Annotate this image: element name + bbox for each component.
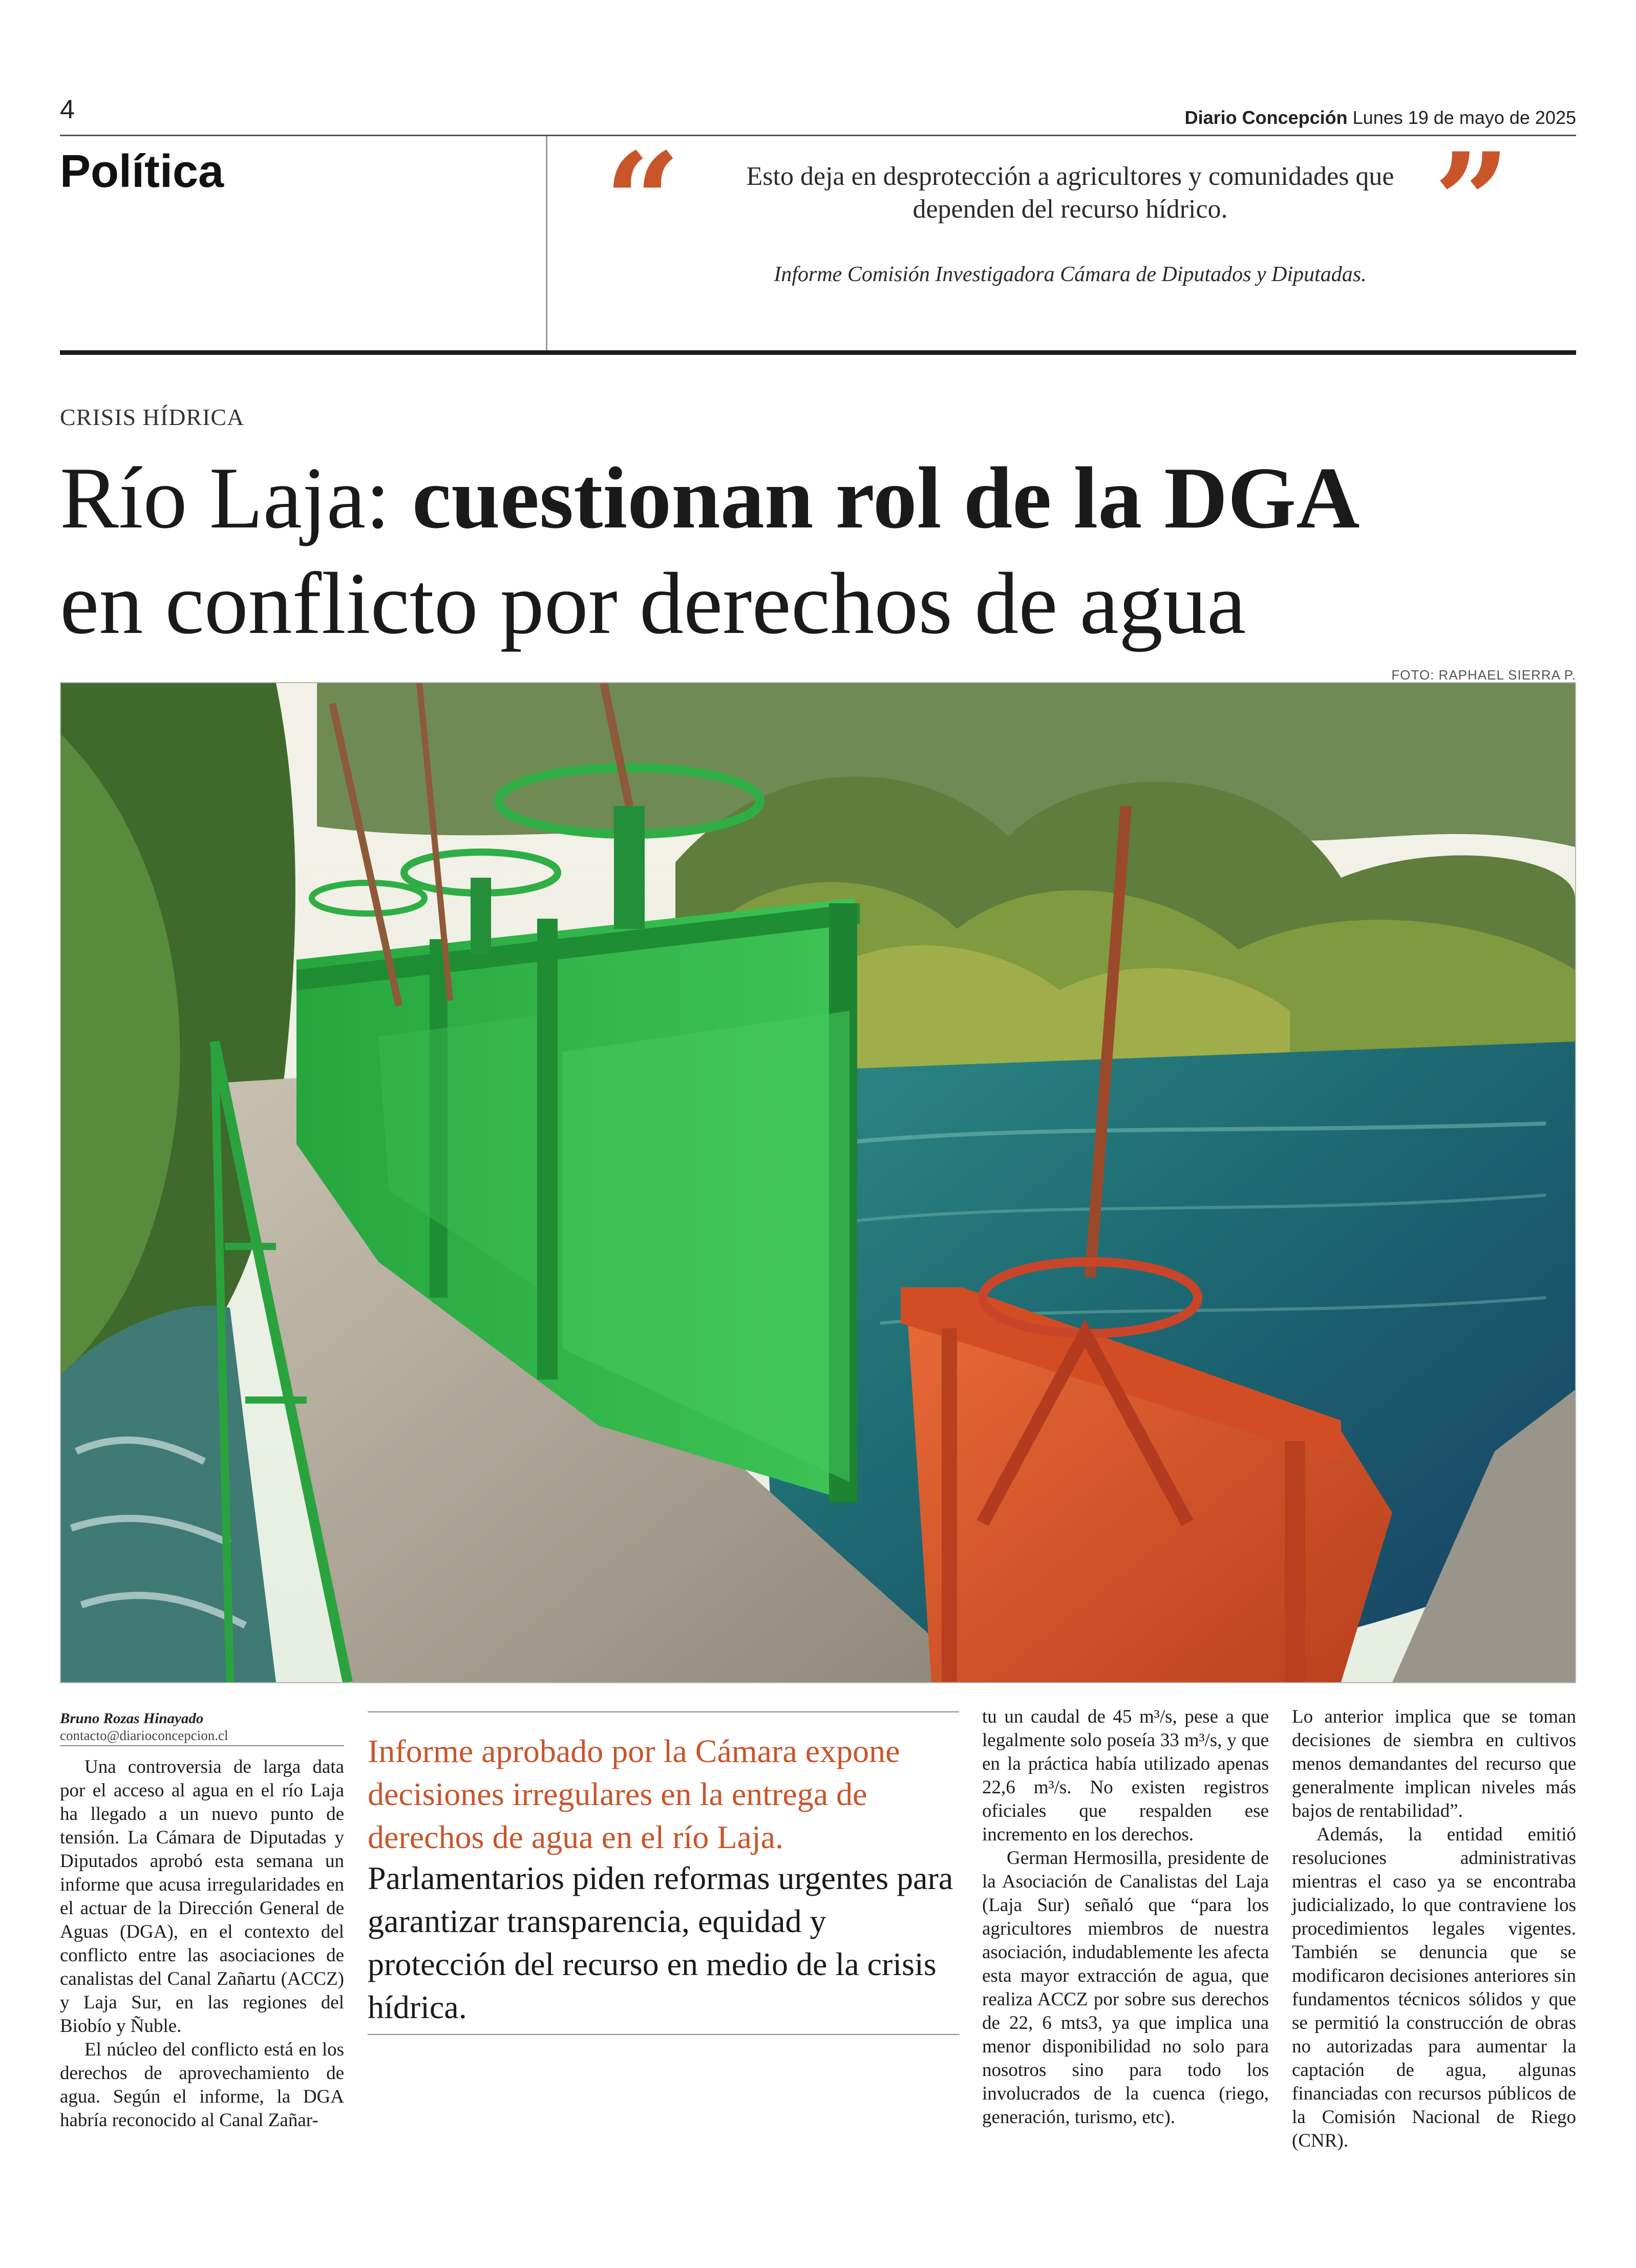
deck-highlight: Informe aprobado por la Cámara expone decisiones irregulares en la entrega de derechos de agua en el río Laja. xyxy=(368,1733,900,1855)
close-quote-icon: ” xyxy=(1434,124,1511,280)
open-quote-icon: “ xyxy=(604,124,681,280)
kicker: CRISIS HÍDRICA xyxy=(60,404,245,430)
header-rule xyxy=(60,135,1576,136)
deck-body: Parlamentarios piden reformas urgentes para garantizar transparencia, equidad y protección del recurso en medio de la crisis hídrica. xyxy=(368,1860,953,2025)
body-column-4 xyxy=(1292,1705,1576,2153)
page-number: 4 xyxy=(60,95,75,124)
headline-line-2: en conflicto por derechos de agua xyxy=(60,555,1246,652)
body-paragraph: Una controversia de larga data por el acceso al agua en el río Laja ha llegado a un nuevo punto de tensión. La Cámara de Diputadas y Diputados aprobó esta semana un informe que acusa irregularidades en el actuar de la Dirección General de Aguas (DGA), en el contexto del conflicto entre las asociaciones de canalistas del Canal Zañartu (ACCZ) y Laja Sur, en las regiones del Biobío y Ñuble. xyxy=(60,1756,344,2037)
deck-rule xyxy=(368,1711,959,1712)
body-paragraph: Además, la entidad emitió resoluciones administrativas mientras el caso ya se encontraba judicializado, lo que contraviene los procedimientos legales vigentes. También se denuncia que se modificaron decisiones anteriores sin fundamentos técnicos sólidos y que se permitió la construcción de obras no autorizadas para aumentar la captación de agua, algunas financiadas con recursos públicos de la Comisión Nacional de Riego (CNR). xyxy=(1292,1824,1576,2151)
body-paragraph: Lo anterior implica que se toman decisiones de siembra en cultivos menos demandantes del recurso que generalmente implican niveles más bajos de rentabilidad”. xyxy=(1292,1706,1576,1821)
headline xyxy=(60,446,1576,656)
pull-quote-source: Informe Comisión Investigadora Cámara de Diputados y Diputadas. xyxy=(774,263,1367,286)
author-email[interactable]: contacto@diarioconcepcion.cl xyxy=(60,1728,228,1743)
header-thick-rule xyxy=(60,350,1576,355)
body-paragraph: El núcleo del conflicto está en los derechos de aprovechamiento de agua. Según el informe, la DGA habría reconocido al Canal Zañar- xyxy=(60,2039,344,2131)
byline-rule xyxy=(60,1745,344,1746)
headline-light: Río Laja: xyxy=(60,450,412,547)
issue-date: Lunes 19 de mayo de 2025 xyxy=(1352,107,1576,128)
publication-name: Diario Concepción xyxy=(1184,107,1348,128)
sluice-gate-illustration xyxy=(61,683,1575,1682)
photo-credit: FOTO: RAPHAEL SIERRA P. xyxy=(1391,667,1576,683)
section-title: Política xyxy=(60,146,224,197)
body-column-1 xyxy=(60,1755,344,2132)
author-name: Bruno Rozas Hinayado xyxy=(60,1710,204,1727)
pull-quote-text: Esto deja en desprotección a agricultores y comunidades que dependen del recurso hídrico. xyxy=(746,162,1394,224)
body-column-3 xyxy=(982,1705,1269,2129)
article-photo xyxy=(60,682,1576,1683)
headline-bold: cuestionan rol de la DGA xyxy=(412,450,1360,547)
deck-rule xyxy=(368,2034,959,2035)
body-paragraph: German Hermosilla, presidente de la Asociación de Canalistas del Laja (Laja Sur) señaló que “para los agricultores miembros de nuestra asociación, indudablemente les afecta esta mayor extracción de agua, que realiza ACCZ por sobre sus derechos de 22, 6 mts3, ya que implica una menor disponibilidad no solo para nosotros sino para todo los involucrados de la cuenca (riego, generación, turismo, etc). xyxy=(982,1848,1269,2128)
header-divider xyxy=(546,136,547,351)
dateline xyxy=(1185,109,1576,127)
body-paragraph: tu un caudal de 45 m³/s, pese a que legalmente solo poseía 33 m³/s, y que en la práctica había utilizado apenas 22,6 m³/s. No existen registros oficiales que respalden ese incremento en los derechos. xyxy=(982,1706,1269,1845)
